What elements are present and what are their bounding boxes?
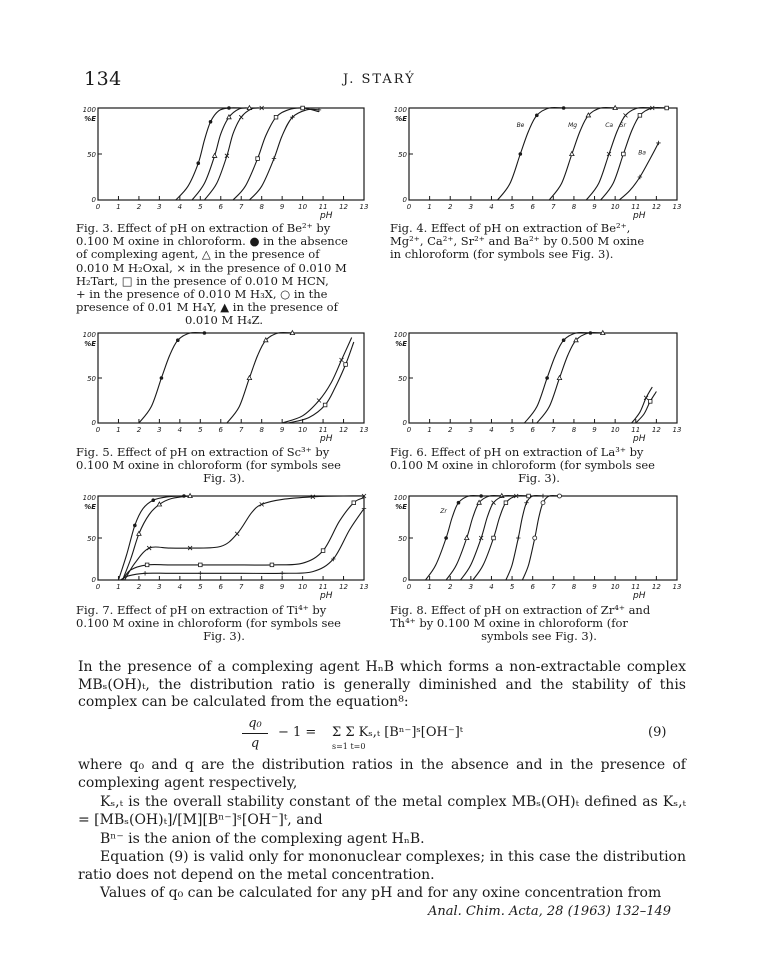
x-tick-label: 5 xyxy=(509,203,515,211)
data-point xyxy=(557,376,561,380)
plot-frame xyxy=(409,108,677,200)
data-point xyxy=(143,571,147,575)
data-point xyxy=(665,106,669,110)
x-tick-label: 10 xyxy=(610,203,620,211)
data-point xyxy=(323,403,327,407)
caption-line: + in the presence of 0.010 M H₃X, ○ in the xyxy=(76,287,328,302)
data-point xyxy=(516,536,520,540)
caption-line: Fig. 3). xyxy=(518,471,560,486)
data-point xyxy=(227,106,231,110)
figure-4-plot xyxy=(385,100,687,220)
x-tick-label: 5 xyxy=(509,426,515,434)
body-paragraph-4: Bⁿ⁻ is the anion of the complexing agent HₙB. xyxy=(100,831,425,847)
x-tick-label: 13 xyxy=(359,583,369,591)
caption-line: Fig. 5. Effect of pH on extraction of Sc³⁺ by xyxy=(76,445,330,459)
x-tick-label: 1 xyxy=(427,583,432,591)
data-point xyxy=(176,338,180,342)
x-tick-label: 8 xyxy=(259,203,264,211)
x-tick-label: 8 xyxy=(259,583,264,591)
y-label-percent-e: %E xyxy=(395,503,407,511)
x-tick-label: 0 xyxy=(406,583,412,591)
x-tick-label: 13 xyxy=(359,203,369,211)
data-point xyxy=(562,106,566,110)
eq-rhs: Σ Σ Kₛ,ₜ [Bⁿ⁻]ˢ[OH⁻]ᵗ xyxy=(332,725,463,740)
data-point xyxy=(256,157,260,161)
caption-line: 0.100 M oxine in chloroform (for symbols see xyxy=(76,616,341,631)
data-point xyxy=(272,156,276,160)
x-tick-label: 7 xyxy=(551,203,556,211)
data-point xyxy=(235,532,239,536)
data-point xyxy=(212,153,216,157)
data-series-line xyxy=(522,496,559,580)
data-series-line xyxy=(204,108,261,200)
figure-5-caption xyxy=(76,446,372,486)
x-tick-label: 12 xyxy=(651,426,661,434)
data-point xyxy=(535,114,539,118)
caption-line: Fig. 3). xyxy=(203,471,245,486)
y-label-100: 100 xyxy=(82,106,96,114)
x-tick-label: 13 xyxy=(672,583,682,591)
data-point xyxy=(352,501,356,505)
caption-line: of complexing agent, △ in the presence of xyxy=(76,247,320,262)
series-label: Be xyxy=(516,122,525,129)
x-tick-label: 3 xyxy=(157,203,162,211)
x-tick-label: 6 xyxy=(218,426,224,434)
x-tick-label: 13 xyxy=(672,203,682,211)
x-tick-label: 13 xyxy=(672,426,682,434)
data-point xyxy=(157,502,161,506)
x-tick-label: 9 xyxy=(279,583,285,591)
caption-line: presence of 0.01 M H₄Y, ▲ in the presence of xyxy=(76,300,338,315)
x-tick-label: 8 xyxy=(259,426,264,434)
body-paragraph-2: where q₀ and q are the distribution ratios in the absence and in the presence of complexing agent respectively, xyxy=(78,757,686,791)
data-series-line xyxy=(524,332,590,423)
eq-sum-limits: s=1 t=0 xyxy=(332,742,366,751)
data-point xyxy=(570,152,574,156)
x-tick-label: 2 xyxy=(136,426,142,434)
x-tick-label: 3 xyxy=(157,583,162,591)
data-point xyxy=(198,571,202,575)
caption-line: 0.100 M oxine in chloroform. ● in the absence xyxy=(76,234,348,249)
x-tick-label: 10 xyxy=(298,583,308,591)
y-label-50: 50 xyxy=(87,151,96,159)
x-axis-label: pH xyxy=(320,591,333,601)
x-tick-label: 12 xyxy=(339,426,348,434)
x-tick-label: 6 xyxy=(218,583,224,591)
data-point xyxy=(444,536,448,540)
x-tick-label: 10 xyxy=(298,426,308,434)
y-label-100: 100 xyxy=(393,331,407,339)
figure-8-plot xyxy=(385,488,687,600)
y-label-percent-e: %E xyxy=(395,340,407,348)
x-tick-label: 11 xyxy=(631,203,641,211)
x-tick-label: 5 xyxy=(198,583,203,591)
data-series-line xyxy=(176,108,241,200)
eq-lhs-denominator: q xyxy=(250,736,260,751)
data-point xyxy=(519,152,523,156)
y-label-percent-e: %E xyxy=(395,115,407,123)
x-tick-label: 5 xyxy=(198,203,203,211)
running-head-author: J. STARÝ xyxy=(343,72,416,87)
x-tick-label: 12 xyxy=(651,583,661,591)
x-tick-label: 8 xyxy=(571,426,577,434)
x-tick-label: 0 xyxy=(95,583,101,591)
x-tick-label: 10 xyxy=(298,203,308,211)
data-point xyxy=(133,524,137,528)
x-tick-label: 12 xyxy=(339,203,348,211)
data-point xyxy=(301,106,305,110)
data-series-line xyxy=(426,496,482,580)
data-point xyxy=(188,494,192,498)
x-tick-label: 2 xyxy=(136,583,142,591)
x-tick-label: 7 xyxy=(238,583,244,591)
y-label-100: 100 xyxy=(393,494,407,502)
y-label-50: 50 xyxy=(87,375,96,383)
data-point xyxy=(203,331,207,335)
x-tick-label: 4 xyxy=(489,583,494,591)
data-point xyxy=(339,358,343,362)
data-point xyxy=(280,571,284,575)
y-label-50: 50 xyxy=(87,535,96,543)
data-point xyxy=(644,396,648,400)
y-label-0: 0 xyxy=(91,196,96,204)
data-point xyxy=(321,549,325,553)
series-label: Mg xyxy=(568,122,578,129)
x-tick-label: 10 xyxy=(610,583,620,591)
data-point xyxy=(623,113,627,117)
data-series-line xyxy=(139,332,205,423)
data-point xyxy=(270,563,274,567)
series-label: Sr xyxy=(619,122,626,129)
data-point xyxy=(648,400,652,404)
data-series-line xyxy=(636,392,657,424)
x-tick-label: 4 xyxy=(489,203,494,211)
caption-line: Fig. 6. Effect of pH on extraction of La³⁺ by xyxy=(390,445,644,459)
x-tick-label: 2 xyxy=(447,583,453,591)
x-tick-label: 6 xyxy=(530,583,535,591)
x-tick-label: 10 xyxy=(610,426,620,434)
data-point xyxy=(504,501,508,505)
data-point xyxy=(209,120,213,124)
caption-line: 0.010 M H₄Z. xyxy=(184,313,264,328)
data-point xyxy=(151,498,155,502)
x-tick-label: 9 xyxy=(279,203,285,211)
body-paragraph-6: Values of q₀ can be calculated for any pH and for any oxine concentration from xyxy=(100,885,662,901)
x-tick-label: 9 xyxy=(279,426,285,434)
x-tick-label: 8 xyxy=(571,583,577,591)
data-point xyxy=(457,501,461,505)
series-label: Ba xyxy=(638,149,646,157)
x-tick-label: 0 xyxy=(95,426,101,434)
data-point xyxy=(199,563,203,567)
data-point xyxy=(524,501,528,505)
x-tick-label: 8 xyxy=(571,203,577,211)
x-tick-label: 1 xyxy=(116,583,121,591)
x-axis-label: pH xyxy=(633,591,646,601)
x-axis-label: pH xyxy=(633,211,646,221)
x-tick-label: 1 xyxy=(116,203,121,211)
data-series-line xyxy=(227,332,293,423)
x-tick-label: 11 xyxy=(631,426,641,434)
data-series-line xyxy=(249,109,319,200)
x-tick-label: 6 xyxy=(218,203,224,211)
data-series-line xyxy=(282,338,352,424)
x-tick-label: 3 xyxy=(468,203,474,211)
y-label-100: 100 xyxy=(82,331,96,339)
x-tick-label: 4 xyxy=(177,203,183,211)
x-tick-label: 11 xyxy=(318,203,328,211)
x-tick-label: 1 xyxy=(427,203,432,211)
data-point xyxy=(465,536,469,540)
data-series-line xyxy=(125,496,364,580)
plot-frame xyxy=(409,333,677,423)
data-point xyxy=(541,494,545,498)
caption-line: H₂Tart, □ in the presence of 0.010 M HCN, xyxy=(76,273,329,288)
x-tick-label: 1 xyxy=(116,426,121,434)
y-label-50: 50 xyxy=(398,535,407,543)
data-series-line xyxy=(123,496,191,580)
x-tick-label: 2 xyxy=(447,426,453,434)
page-number: 134 xyxy=(84,68,122,90)
x-tick-label: 5 xyxy=(509,583,515,591)
x-tick-label: 12 xyxy=(651,203,661,211)
eq-lhs-numerator: q₀ xyxy=(248,716,262,731)
x-tick-label: 0 xyxy=(95,203,101,211)
data-point xyxy=(274,115,278,119)
y-label-0: 0 xyxy=(402,576,407,584)
data-series-line xyxy=(119,496,184,580)
x-tick-label: 7 xyxy=(551,426,556,434)
eq-lhs-rest: − 1 = xyxy=(278,725,317,740)
caption-line: 0.100 M oxine in chloroform (for symbols see xyxy=(76,458,341,473)
y-label-percent-e: %E xyxy=(84,503,96,511)
y-label-100: 100 xyxy=(82,494,96,502)
x-tick-label: 3 xyxy=(468,426,474,434)
data-point xyxy=(239,115,243,119)
y-label-100: 100 xyxy=(393,106,407,114)
equation-9 xyxy=(240,716,690,756)
data-point xyxy=(317,399,321,403)
y-label-percent-e: %E xyxy=(84,340,96,348)
body-paragraph-1: In the presence of a complexing agent HₙB which forms a non-extractable complex MBₛ(OH)ₜ, the distribution ratio is generally diminished and the stability of this complex can be calculated from the equation⁸: xyxy=(78,659,686,710)
data-series-line xyxy=(123,498,364,580)
series-label: Zr xyxy=(440,508,447,515)
data-point xyxy=(196,161,200,165)
journal-citation: Anal. Chim. Acta, 28 (1963) 132–149 xyxy=(428,904,672,919)
data-point xyxy=(492,536,496,540)
caption-line: Fig. 8. Effect of pH on extraction of Zr⁴⁺ and xyxy=(390,603,651,617)
caption-line: 0.010 M H₂Oxal, × in the presence of 0.010 M xyxy=(76,260,347,275)
data-point xyxy=(290,331,294,335)
data-point xyxy=(492,501,496,505)
data-point xyxy=(344,363,348,367)
data-series-line xyxy=(632,387,653,423)
x-tick-label: 4 xyxy=(177,426,183,434)
y-label-0: 0 xyxy=(402,196,407,204)
data-point xyxy=(541,501,545,505)
x-tick-label: 7 xyxy=(238,426,244,434)
x-tick-label: 2 xyxy=(136,203,142,211)
plot-frame xyxy=(98,333,364,423)
x-axis-label: pH xyxy=(320,211,333,221)
data-point xyxy=(145,563,149,567)
data-point xyxy=(656,141,660,145)
data-series-line xyxy=(461,496,517,580)
x-tick-label: 6 xyxy=(530,203,535,211)
caption-line: Fig. 7. Effect of pH on extraction of Ti⁴⁺ by xyxy=(76,603,327,617)
x-tick-label: 3 xyxy=(157,426,162,434)
y-label-50: 50 xyxy=(398,375,407,383)
data-point xyxy=(247,376,251,380)
caption-line: Fig. 4. Effect of pH on extraction of Be²⁺, xyxy=(390,221,631,235)
x-tick-label: 9 xyxy=(592,203,597,211)
data-point xyxy=(137,531,141,535)
data-point xyxy=(601,331,605,335)
y-label-0: 0 xyxy=(91,576,96,584)
x-tick-label: 13 xyxy=(359,426,369,434)
data-series-line xyxy=(506,496,543,580)
figure-7-plot xyxy=(74,488,374,600)
x-tick-label: 11 xyxy=(631,583,641,591)
x-tick-label: 11 xyxy=(318,426,328,434)
x-tick-label: 5 xyxy=(198,426,203,434)
x-tick-label: 1 xyxy=(427,426,432,434)
caption-line: 0.100 M oxine in chloroform (for symbols see xyxy=(390,458,655,473)
y-label-50: 50 xyxy=(398,151,407,159)
x-axis-label: pH xyxy=(633,434,646,444)
y-label-percent-e: %E xyxy=(84,115,96,123)
x-tick-label: 3 xyxy=(468,583,474,591)
plot-frame xyxy=(409,496,677,580)
x-tick-label: 4 xyxy=(177,583,183,591)
plot-frame xyxy=(98,108,364,200)
figure-5-plot xyxy=(74,325,374,443)
x-tick-label: 0 xyxy=(406,426,412,434)
data-point xyxy=(160,376,164,380)
x-axis-label: pH xyxy=(320,434,333,444)
x-tick-label: 4 xyxy=(489,426,494,434)
data-point xyxy=(533,536,537,540)
body-paragraph-5: Equation (9) is valid only for mononuclear complexes; in this case the distribution ratio does not depend on the metal concentration. xyxy=(78,849,686,883)
x-tick-label: 7 xyxy=(238,203,244,211)
caption-line: Mg²⁺, Ca²⁺, Sr²⁺ and Ba²⁺ by 0.500 M oxine xyxy=(390,234,645,249)
data-point xyxy=(562,338,566,342)
figure-6-caption xyxy=(390,446,688,486)
x-tick-label: 2 xyxy=(447,203,453,211)
data-point xyxy=(479,494,483,498)
figure-4-caption xyxy=(390,222,688,262)
series-label: Ca xyxy=(605,122,614,129)
figure-3-caption xyxy=(76,222,372,328)
data-point xyxy=(545,376,549,380)
data-point xyxy=(613,106,617,110)
y-label-0: 0 xyxy=(402,419,407,427)
y-label-0: 0 xyxy=(91,419,96,427)
x-tick-label: 9 xyxy=(592,426,597,434)
x-tick-label: 0 xyxy=(406,203,412,211)
figure-3-plot xyxy=(74,100,374,220)
caption-line: Fig. 3. Effect of pH on extraction of Be²⁺ by xyxy=(76,221,331,235)
figure-7-caption xyxy=(76,604,372,644)
eq-fraction-bar xyxy=(242,733,268,734)
caption-line: Fig. 3). xyxy=(203,629,245,644)
x-tick-label: 6 xyxy=(530,426,535,434)
x-tick-label: 7 xyxy=(551,583,556,591)
body-paragraph-3: Kₛ,ₜ is the overall stability constant of the metal complex MBₛ(OH)ₜ defined as Kₛ,ₜ = [MBₛ(OH)ₜ]/[M][Bⁿ⁻]ˢ[OH⁻]ᵗ, and xyxy=(78,794,686,828)
data-point xyxy=(622,152,626,156)
figure-6-plot xyxy=(385,325,687,443)
x-tick-label: 11 xyxy=(318,583,328,591)
figure-8-caption xyxy=(390,604,688,644)
x-tick-label: 12 xyxy=(339,583,348,591)
x-tick-label: 9 xyxy=(592,583,597,591)
caption-line: in chloroform (for symbols see Fig. 3). xyxy=(390,247,614,262)
caption-line: symbols see Fig. 3). xyxy=(481,629,597,644)
data-series-line xyxy=(498,107,564,200)
caption-line: Th⁴⁺ by 0.100 M oxine in chloroform (for xyxy=(390,616,628,631)
data-point xyxy=(638,114,642,118)
eq-number: (9) xyxy=(648,725,667,740)
data-point xyxy=(557,494,561,498)
